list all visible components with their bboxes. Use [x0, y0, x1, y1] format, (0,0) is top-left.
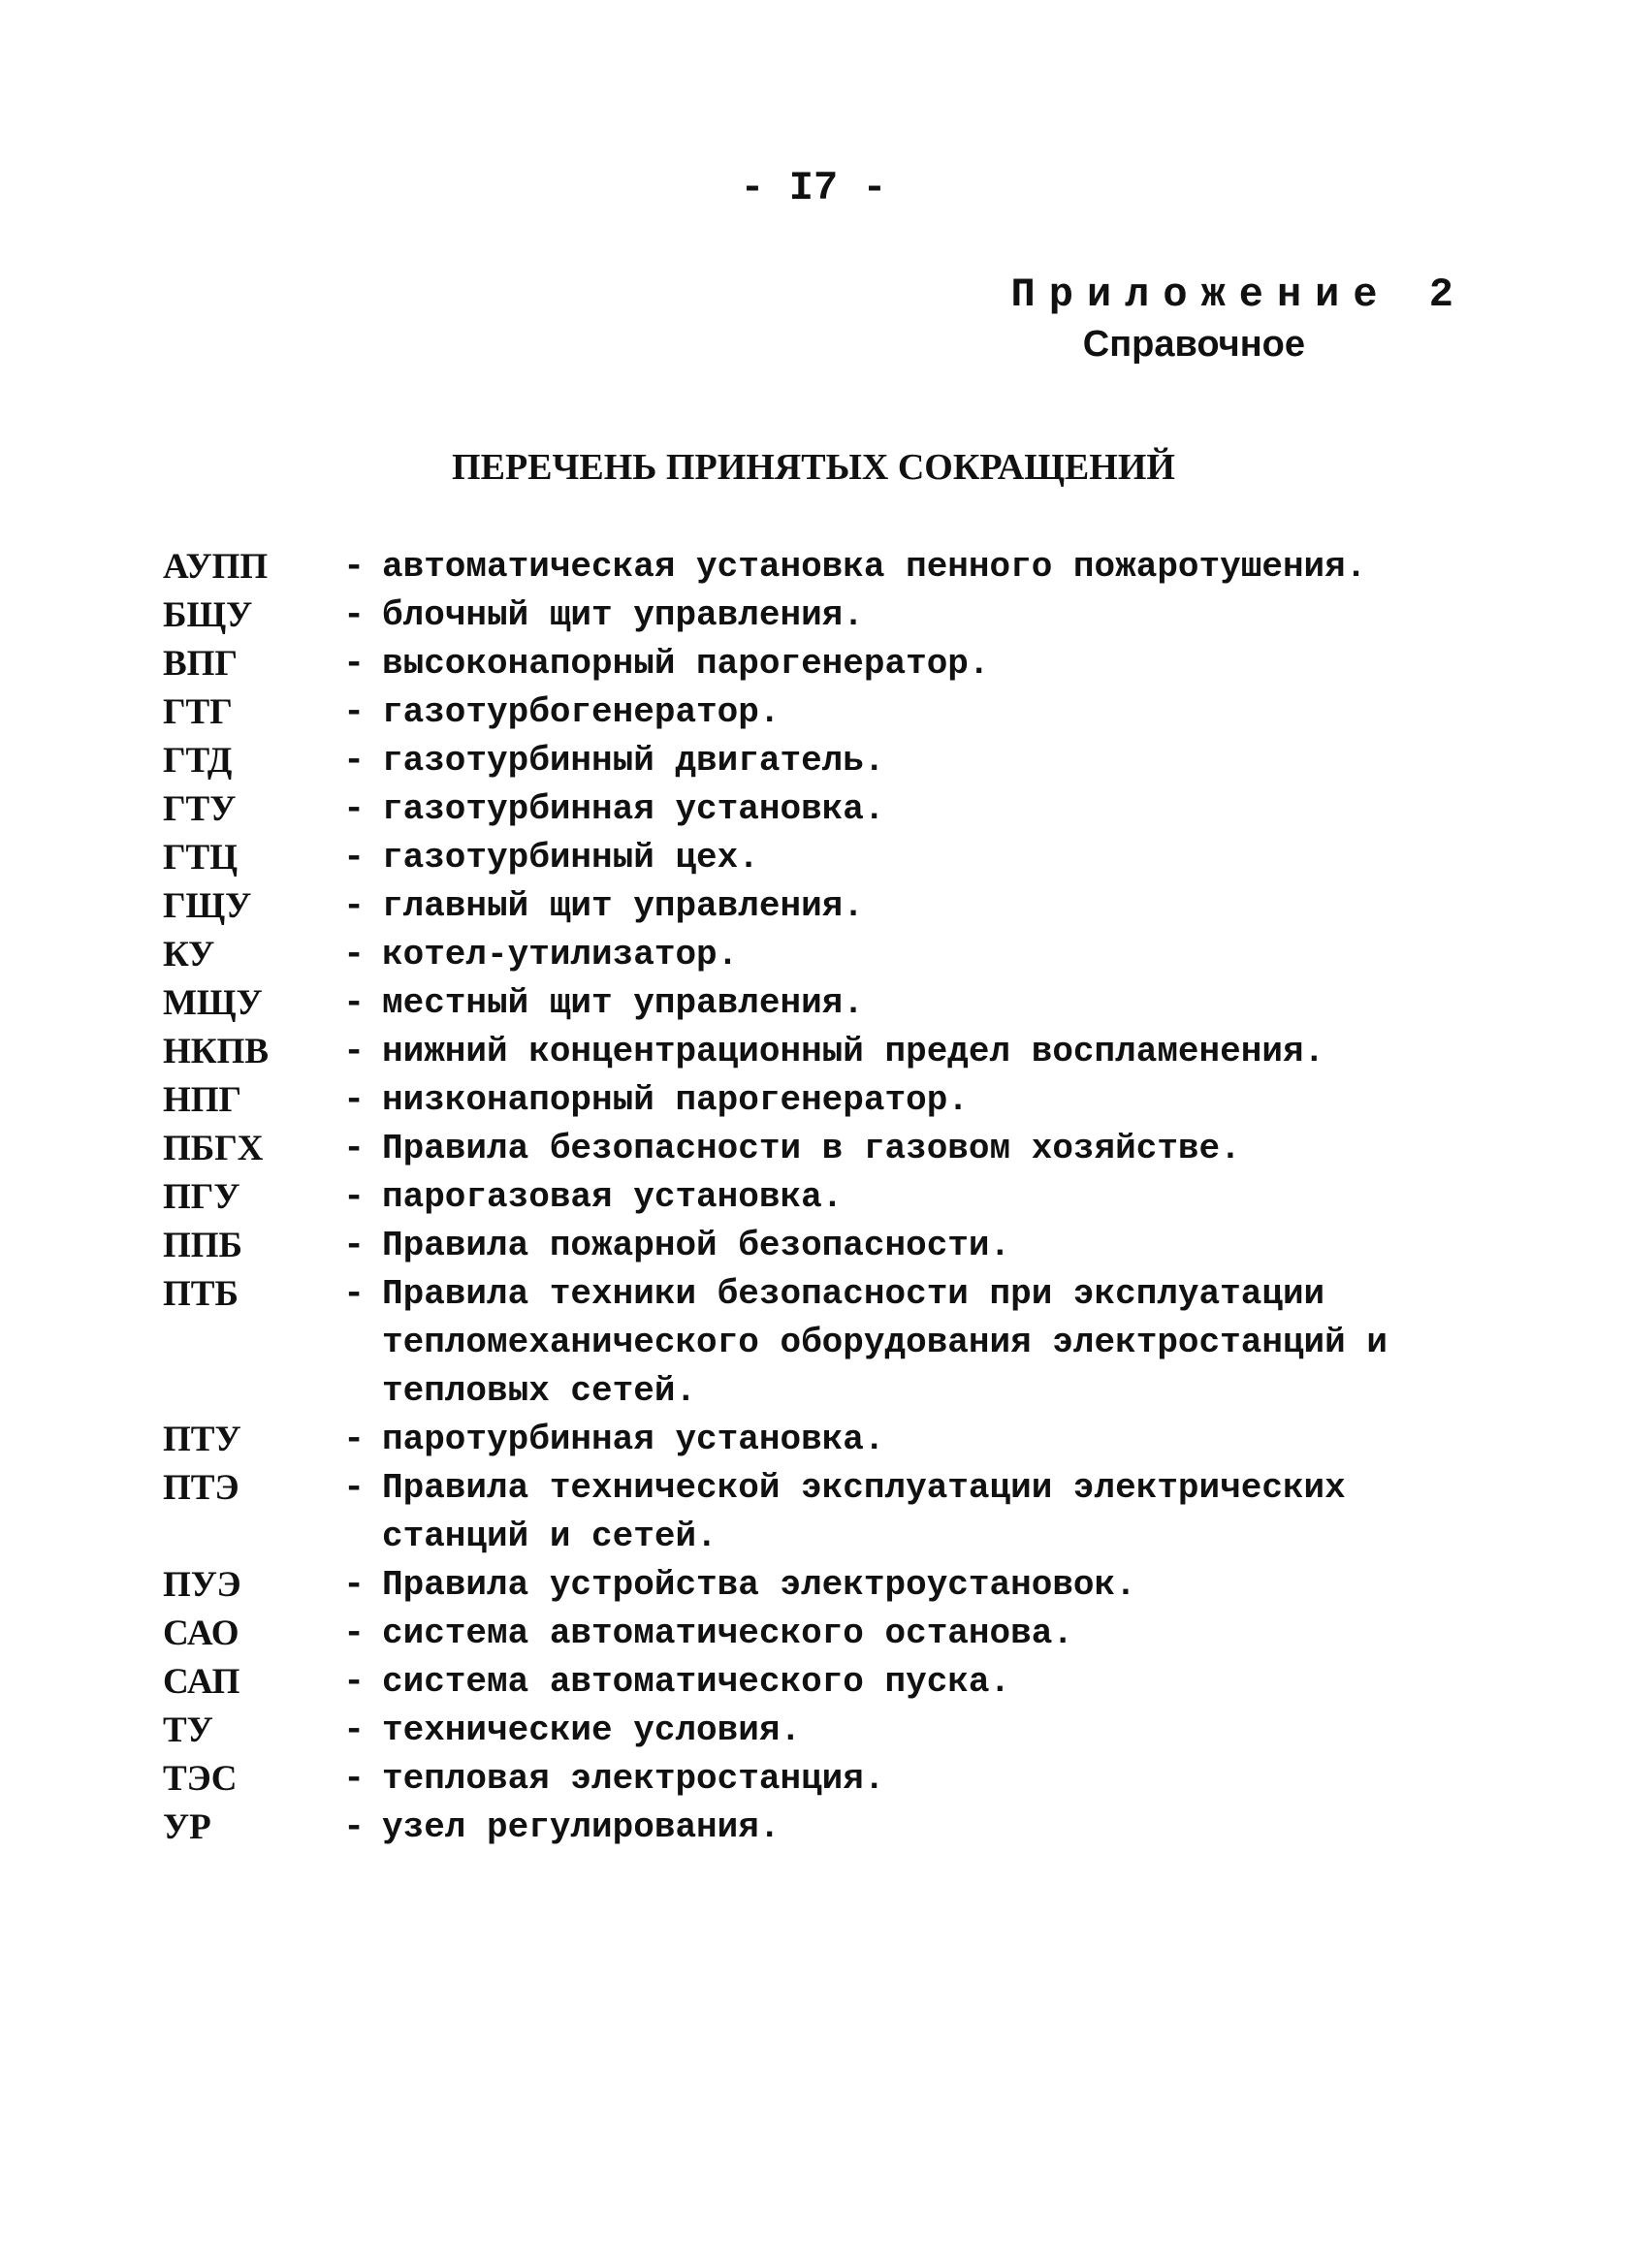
abbreviation: КУ: [163, 935, 215, 974]
definition: Правила безопасности в газовом хозяйстве.: [382, 1129, 1241, 1168]
dash: -: [343, 789, 366, 830]
definition: технические условия.: [382, 1710, 802, 1750]
abbreviation: ГЩУ: [163, 886, 252, 926]
abbreviation: САО: [163, 1613, 239, 1653]
dash: -: [343, 1759, 366, 1800]
abbreviation: ГТЦ: [163, 838, 238, 878]
dash: -: [343, 1420, 366, 1460]
abbreviation: ВПГ: [163, 644, 238, 684]
dash: -: [343, 1807, 366, 1848]
abbreviation: ГТУ: [163, 789, 237, 829]
list-item: [163, 591, 1482, 640]
definition: система автоматического пуска.: [382, 1662, 1011, 1702]
abbreviation: ПТУ: [163, 1420, 241, 1459]
definition: котел-утилизатор.: [382, 935, 739, 974]
list-item: [163, 1464, 1482, 1561]
abbreviation: БЩУ: [163, 595, 253, 635]
definition: узел регулирования.: [382, 1807, 781, 1847]
abbreviation: НПГ: [163, 1080, 242, 1120]
abbreviations-list: [163, 543, 1482, 1852]
dash: -: [343, 1226, 366, 1266]
dash: -: [343, 741, 366, 782]
list-item: [163, 1755, 1482, 1804]
list-item: [163, 979, 1482, 1028]
dash: -: [343, 1032, 366, 1072]
definition: газотурбинный двигатель.: [382, 741, 885, 781]
appendix-subtitle: Справочное: [1082, 324, 1305, 365]
list-item: [163, 1222, 1482, 1270]
dash: -: [343, 1613, 366, 1654]
abbreviation: ППБ: [163, 1226, 243, 1265]
abbreviation: ПТЭ: [163, 1468, 239, 1508]
abbreviation: НКПВ: [163, 1032, 270, 1071]
list-item: [163, 1173, 1482, 1222]
abbreviation: ПБГХ: [163, 1129, 264, 1168]
list-item: [163, 882, 1482, 931]
abbreviation: ПУЭ: [163, 1565, 241, 1605]
list-item: [163, 1028, 1482, 1076]
abbreviation: ТЭС: [163, 1759, 238, 1799]
definition: газотурбинная установка.: [382, 789, 885, 829]
list-item: [163, 1658, 1482, 1707]
abbreviation: ТУ: [163, 1710, 213, 1750]
list-item: [163, 785, 1482, 834]
definition: главный щит управления.: [382, 886, 864, 926]
definition: низконапорный парогенератор.: [382, 1080, 969, 1120]
list-item: [163, 543, 1482, 591]
definition: нижний концентрационный предел воспламенения.: [382, 1032, 1325, 1071]
definition: блочный щит управления.: [382, 595, 864, 635]
list-item: [163, 640, 1482, 688]
definition: парогазовая установка.: [382, 1177, 844, 1217]
definition: система автоматического останова.: [382, 1613, 1073, 1653]
list-item: [163, 1804, 1482, 1852]
definition: автоматическая установка пенного пожаротушения.: [382, 547, 1367, 587]
dash: -: [343, 983, 366, 1024]
definition: местный щит управления.: [382, 983, 864, 1023]
list-item: [163, 737, 1482, 785]
dash: -: [343, 1177, 366, 1218]
list-item: [163, 1561, 1482, 1610]
definition: высоконапорный парогенератор.: [382, 644, 990, 684]
page-number: - I7 -: [740, 165, 887, 211]
dash: -: [343, 692, 366, 733]
dash: -: [343, 838, 366, 878]
definition: Правила устройства электроустановок.: [382, 1565, 1136, 1605]
appendix-title: Приложение 2: [1010, 272, 1467, 318]
definition: тепловая электростанция.: [382, 1759, 885, 1799]
definition: Правила пожарной безопасности.: [382, 1226, 1011, 1265]
list-item: [163, 1416, 1482, 1464]
dash: -: [343, 547, 366, 588]
list-item: [163, 1076, 1482, 1125]
definition: Правила техники безопасности при эксплуатации тепломеханического оборудования электростанций и тепловых сетей.: [382, 1274, 1388, 1411]
list-item: [163, 1125, 1482, 1173]
abbreviation: САП: [163, 1662, 240, 1702]
abbreviation: МЩУ: [163, 983, 263, 1023]
definition: Правила технической эксплуатации электрических станций и сетей.: [382, 1468, 1346, 1556]
list-item: [163, 1270, 1482, 1416]
dash: -: [343, 644, 366, 685]
dash: -: [343, 886, 366, 927]
list-item: [163, 688, 1482, 737]
list-item: [163, 834, 1482, 882]
dash: -: [343, 935, 366, 975]
abbreviation: АУПП: [163, 547, 269, 587]
list-item: [163, 931, 1482, 979]
dash: -: [343, 1468, 366, 1509]
list-item: [163, 1610, 1482, 1658]
definition: газотурбогенератор.: [382, 692, 781, 732]
abbreviation: ГТГ: [163, 692, 233, 732]
dash: -: [343, 1274, 366, 1315]
dash: -: [343, 1129, 366, 1169]
abbreviation: ПГУ: [163, 1177, 240, 1217]
abbreviations-title: ПЕРЕЧЕНЬ ПРИНЯТЫХ СОКРАЩЕНИЙ: [452, 447, 1175, 488]
list-item: [163, 1707, 1482, 1755]
dash: -: [343, 1080, 366, 1121]
abbreviation: УР: [163, 1807, 211, 1847]
dash: -: [343, 595, 366, 636]
dash: -: [343, 1710, 366, 1751]
dash: -: [343, 1565, 366, 1606]
dash: -: [343, 1662, 366, 1703]
abbreviation: ГТД: [163, 741, 233, 781]
definition: паротурбинная установка.: [382, 1420, 885, 1459]
abbreviation: ПТБ: [163, 1274, 239, 1314]
definition: газотурбинный цех.: [382, 838, 759, 878]
